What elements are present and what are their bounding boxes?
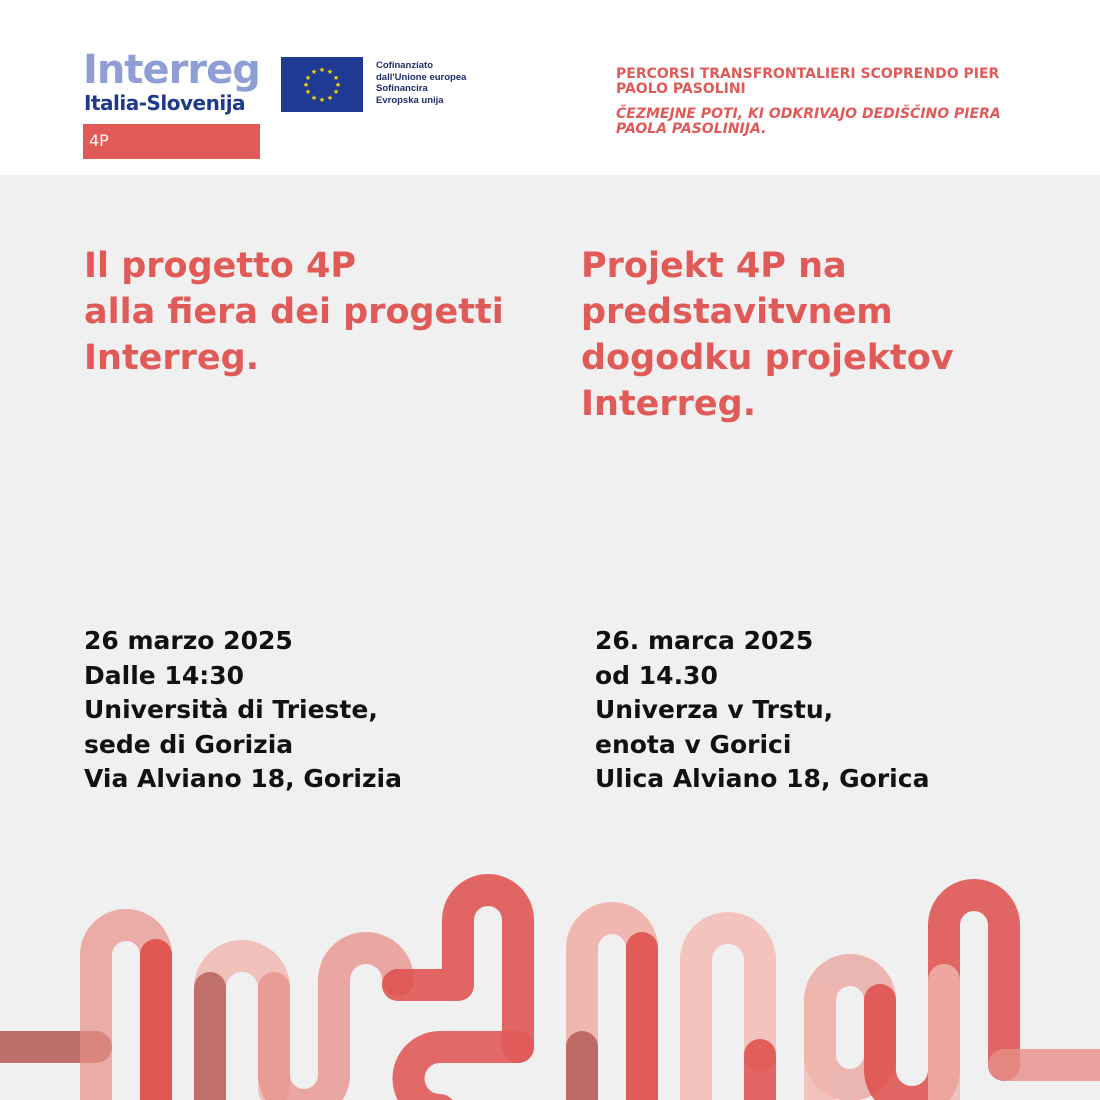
svg-text:★: ★	[332, 74, 340, 82]
project-title-italian: PERCORSI TRANSFRONTALIERI SCOPRENDO PIER PAOLO PASOLINI	[616, 66, 1000, 97]
svg-text:★: ★	[334, 81, 342, 89]
svg-text:★: ★	[326, 94, 334, 102]
project-badge	[83, 124, 260, 159]
svg-text:★: ★	[302, 81, 310, 89]
svg-text:★: ★	[310, 68, 318, 76]
svg-text:★: ★	[318, 96, 326, 104]
svg-text:★: ★	[310, 94, 318, 102]
svg-text:★: ★	[304, 74, 312, 82]
event-title-italian: Il progetto 4P alla fiera dei progetti Interreg.	[84, 246, 504, 378]
interreg-logo-region: Italia-Slovenija	[84, 91, 246, 115]
eu-flag-icon	[281, 57, 363, 112]
svg-text:★: ★	[318, 66, 326, 74]
decorative-wave-pattern	[0, 860, 1100, 1100]
header	[0, 0, 1100, 175]
project-badge-label: 4P	[89, 131, 109, 150]
event-details-slovenian: 26. marca 2025 od 14.30 Univerza v Trstu, enota v Gorici Ulica Alviano 18, Gorica	[595, 626, 930, 793]
eu-cofinancing-text: Cofinanziato dall'Unione europea Sofinancira Evropska unija	[376, 60, 467, 106]
project-title-slovenian: ČEZMEJNE POTI, KI ODKRIVAJO DEDIŠČINO PIERA PAOLA PASOLINIJA.	[616, 106, 1001, 137]
interreg-logo-wordmark: Interreg	[83, 47, 260, 93]
event-title-slovenian: Projekt 4P na predstavitvnem dogodku projektov Interreg.	[581, 246, 954, 424]
event-details-italian: 26 marzo 2025 Dalle 14:30 Università di Trieste, sede di Gorizia Via Alviano 18, Gorizia	[84, 626, 402, 793]
svg-text:★: ★	[326, 68, 334, 76]
svg-text:★: ★	[332, 88, 340, 96]
svg-text:★: ★	[304, 88, 312, 96]
